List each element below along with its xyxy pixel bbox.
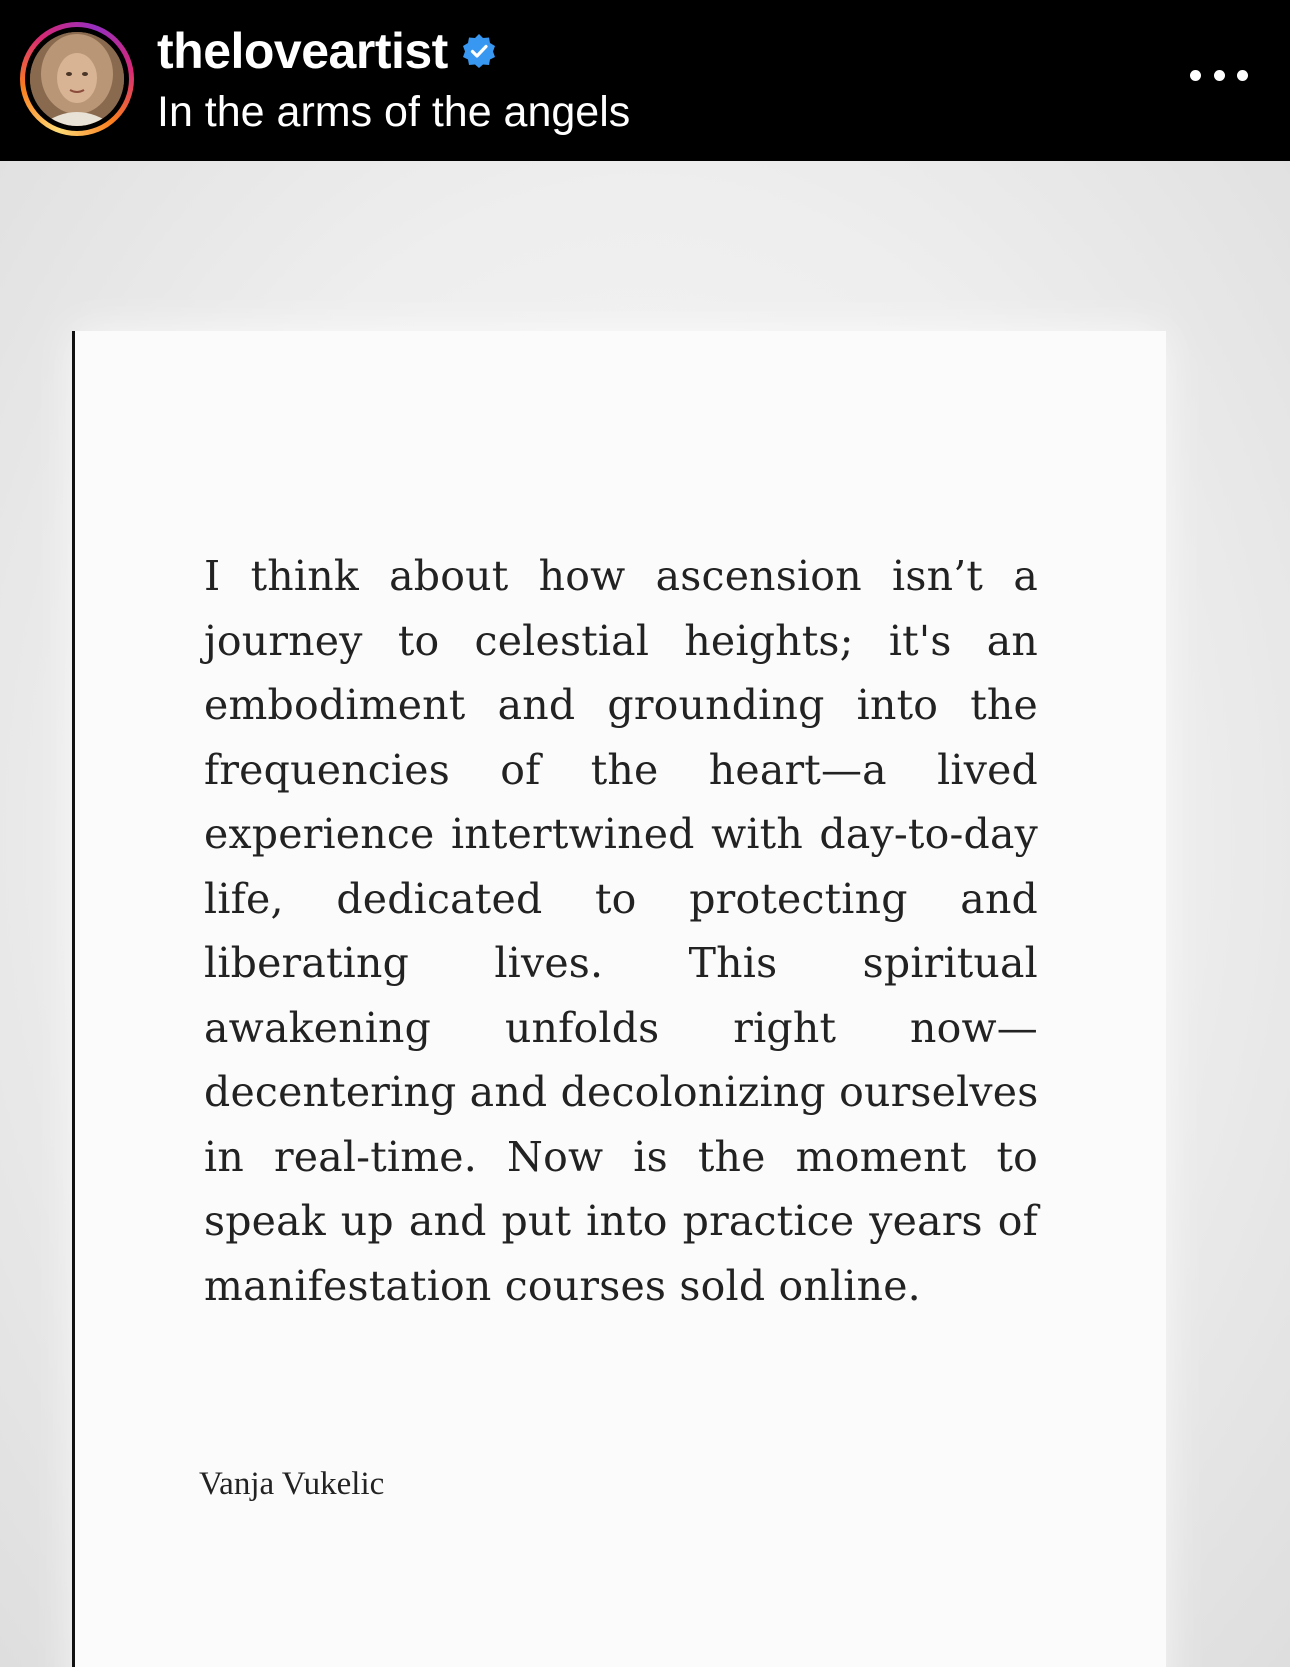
story-subtitle: In the arms of the angels — [157, 88, 631, 136]
quote-line: journey to celestial heights; it's an — [204, 616, 1038, 665]
story-header — [0, 0, 1290, 161]
quote-line: speak up and put into practice years of — [204, 1197, 1038, 1245]
avatar-portrait-icon — [30, 32, 124, 126]
dot — [1214, 70, 1225, 81]
quote-line: I think about how ascension isn’t a — [204, 552, 1038, 600]
quote-line: awakening unfolds right now— — [204, 1003, 1038, 1052]
quote-line: experience intertwined with day-to-day — [204, 810, 1038, 858]
avatar[interactable] — [30, 32, 124, 126]
username-row — [157, 18, 496, 84]
story-content[interactable] — [0, 161, 1290, 1667]
avatar-story-ring[interactable] — [20, 22, 134, 136]
quote-author: Vanja Vukelic — [199, 1466, 385, 1502]
quote-line: in real-time. Now is the moment to — [204, 1132, 1038, 1181]
quote-line: liberating lives. This spiritual — [204, 939, 1038, 987]
avatar-ring-gap — [25, 27, 129, 131]
quote-line: manifestation courses sold online. — [204, 1261, 921, 1310]
dot — [1237, 70, 1248, 81]
quote-line: embodiment and grounding into the — [204, 681, 1038, 729]
page-edge-line — [72, 331, 75, 1667]
username[interactable]: theloveartist — [157, 23, 448, 79]
dot — [1190, 70, 1201, 81]
quote-text — [204, 544, 1038, 1318]
more-horizontal-icon[interactable] — [1190, 66, 1248, 84]
verified-badge-icon — [462, 34, 496, 68]
quote-line: frequencies of the heart—a lived — [204, 745, 1038, 794]
quote-line: decentering and decolonizing ourselves — [204, 1068, 1039, 1116]
quote-line: life, dedicated to protecting and — [204, 874, 1038, 923]
